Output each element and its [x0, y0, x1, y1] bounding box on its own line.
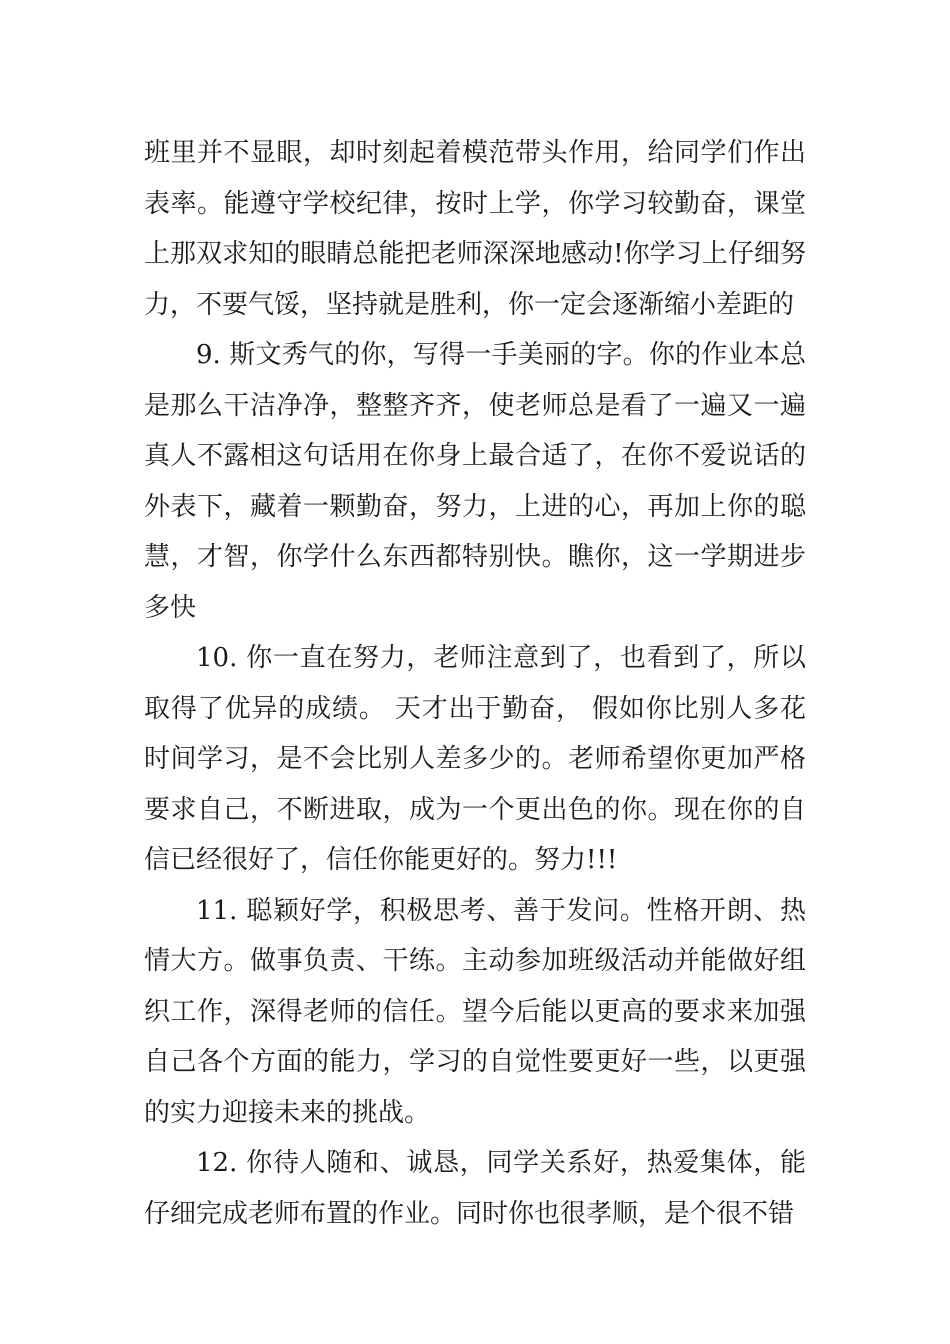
- paragraph-item-9: 9. 斯文秀气的你，写得一手美丽的字。你的作业本总是那么干洁净净，整整齐齐，使老师总是看了一遍又一遍真人不露相这句话用在你身上最合适了，在你不爱说话的外表下，藏着一颗勤奋，努力，上进的心，再加上你的聪慧，才智，你学什么东西都特别快。瞧你，这一学期进步多快: [144, 340, 806, 623]
- paragraph-item-10: 10. 你一直在努力，老师注意到了，也看到了，所以取得了优异的成绩。 天才出于勤奋， 假如你比别人多花时间学习，是不会比别人差多少的。老师希望你更加严格要求自己，不断进取，成为一个更出色的你。现在你的自信已经很好了，信任你能更好的。努力!!!: [144, 643, 806, 875]
- paragraph-item-12: 12. 你待人随和、诚恳，同学关系好，热爱集体，能仔细完成老师布置的作业。同时你也很孝顺，是个很不错: [144, 1148, 806, 1229]
- document-body: [144, 128, 806, 1239]
- paragraph-item-11: 11. 聪颖好学，积极思考、善于发问。性格开朗、热情大方。做事负责、干练。主动参加班级活动并能做好组织工作，深得老师的信任。望今后能以更高的要求来加强自己各个方面的能力，学习的自觉性要更好一些，以更强的实力迎接未来的挑战。: [144, 895, 806, 1128]
- paragraph-continuation: 班里并不显眼，却时刻起着模范带头作用，给同学们作出表率。能遵守学校纪律，按时上学，你学习较勤奋，课堂上那双求知的眼睛总能把老师深深地感动!你学习上仔细努力，不要气馁，坚持就是胜利，你一定会逐渐缩小差距的: [144, 138, 806, 320]
